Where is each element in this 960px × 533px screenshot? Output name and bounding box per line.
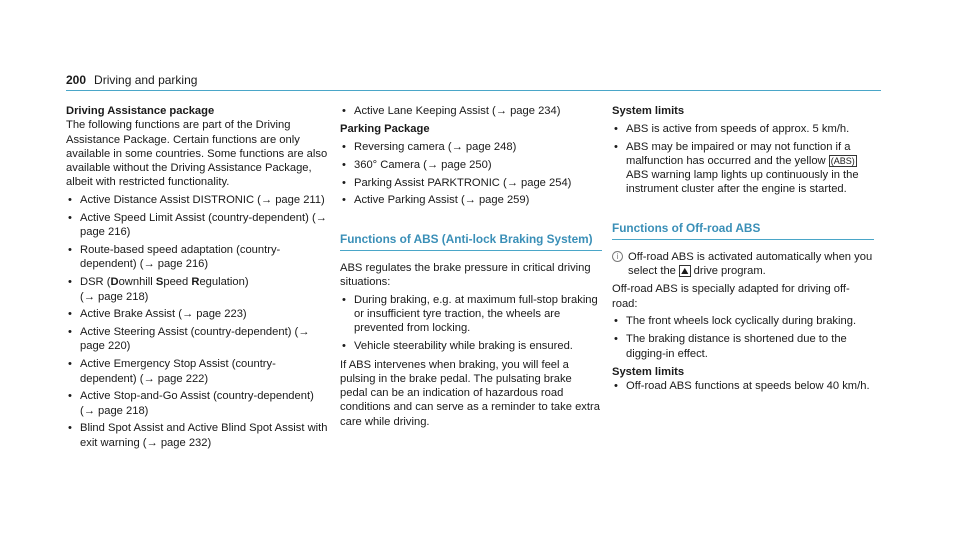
offroad-intro: Off-road ABS is specially adapted for driving off-road:: [612, 283, 850, 310]
driving-assistance-intro: The following functions are part of the Driving Assistance Package. Certain functions are only available in some countries. Some functions are also available without the Driving Assistance Package, albeit with restricted functionality.: [66, 119, 328, 189]
list-item: • Active Lane Keeping Assist (→ page 234): [340, 104, 602, 118]
page-header: [66, 72, 876, 88]
dsr-prefix: DSR (: [80, 276, 111, 289]
dsr-s: S: [155, 276, 164, 289]
system-limits-heading: System limits: [612, 105, 685, 117]
list-item: • Active Emergency Stop Assist (country-dependent) (→ page 222): [66, 357, 328, 386]
list-item: • ABS is active from speeds of approx. 5 km/h.: [612, 122, 874, 136]
list-item-dsr: [66, 275, 328, 304]
offroad-note: [612, 250, 874, 279]
abs-list: [340, 293, 602, 354]
list-item-abs-warning: [612, 140, 874, 197]
list-item: • Reversing camera (→ page 248): [340, 140, 602, 154]
system-limits-2-list: [612, 379, 874, 393]
driving-assistance-heading: Driving Assistance package: [66, 105, 215, 117]
list-item: • Parking Assist PARKTRONIC (→ page 254): [340, 176, 602, 190]
system-limits-2-heading: System limits: [612, 365, 685, 378]
note-text-b: drive program.: [693, 265, 766, 278]
driving-assistance-list: [66, 193, 328, 450]
limit2-text-b: ABS warning lamp lights up continuously in the instrument cluster after the engine is started.: [626, 169, 859, 196]
list-item: • Off-road ABS functions at speeds below 40 km/h.: [612, 379, 874, 393]
limit2-text-a: ABS may be impaired or may not function if a malfunction has occurred and the yellow: [626, 140, 851, 167]
abs-paragraph: If ABS intervenes when braking, you will feel a pulsing in the brake pedal. The pulsating brake pedal can be an indication of hazardous road conditions and can serve as a reminder to take extra care while driving.: [340, 358, 600, 428]
system-limits-list: [612, 122, 874, 197]
list-item: • During braking, e.g. at maximum full-stop braking or insufficient tyre traction, the wheels are prevented from locking.: [340, 293, 602, 336]
list-item: • Vehicle steerability while braking is ensured.: [340, 339, 602, 353]
note-text-a: Off-road ABS is activated automatically when you select the: [628, 250, 873, 278]
offroad-drive-program-icon: ⛰: [681, 266, 689, 277]
section-title: Driving and parking: [94, 73, 198, 87]
offroad-abs-section-title: Functions of Off-road ABS: [612, 221, 874, 240]
dsr-page-ref[interactable]: (→ page 218): [80, 290, 149, 303]
offroad-list: [612, 314, 874, 360]
dsr-d: D: [110, 276, 119, 289]
list-item: • Active Stop-and-Go Assist (country-dependent) (→ page 218): [66, 389, 328, 418]
column-2: [340, 104, 602, 429]
dsr-r: R: [191, 276, 200, 289]
abs-intro: ABS regulates the brake pressure in critical driving situations:: [340, 261, 591, 289]
abs-warning-lamp-icon: (ABS): [830, 155, 855, 166]
list-item: • Active Speed Limit Assist (country-dependent) (→ page 216): [66, 211, 328, 240]
parking-package-heading: Parking Package: [340, 123, 430, 136]
list-item: • Blind Spot Assist and Active Blind Spot Assist with exit warning (→ page 232): [66, 421, 328, 450]
column-3: [612, 104, 874, 393]
list-item: • Active Distance Assist DISTRONIC (→ page 211): [66, 193, 328, 207]
dsr-d-rest: ownhill: [118, 276, 156, 289]
info-icon: i: [612, 251, 623, 262]
dsr-s-rest: peed: [163, 276, 192, 289]
list-item: • Active Brake Assist (→ page 223): [66, 307, 328, 321]
page-number: 200: [66, 73, 87, 87]
list-item: • Route-based speed adaptation (country-dependent) (→ page 216): [66, 243, 328, 272]
list-item: • 360° Camera (→ page 250): [340, 158, 602, 172]
header-rule: [66, 90, 881, 91]
list-item: • The front wheels lock cyclically during braking.: [612, 314, 874, 328]
column-1: [66, 104, 328, 450]
assist-list-continued: [340, 104, 602, 118]
abs-section-title: Functions of ABS (Anti-lock Braking System): [340, 232, 602, 251]
list-item: • The braking distance is shortened due to the digging-in effect.: [612, 332, 874, 361]
list-item: • Active Parking Assist (→ page 259): [340, 193, 602, 207]
dsr-r-rest: egulation): [199, 276, 249, 289]
parking-package-list: [340, 140, 602, 208]
list-item: • Active Steering Assist (country-dependent) (→ page 220): [66, 325, 328, 354]
